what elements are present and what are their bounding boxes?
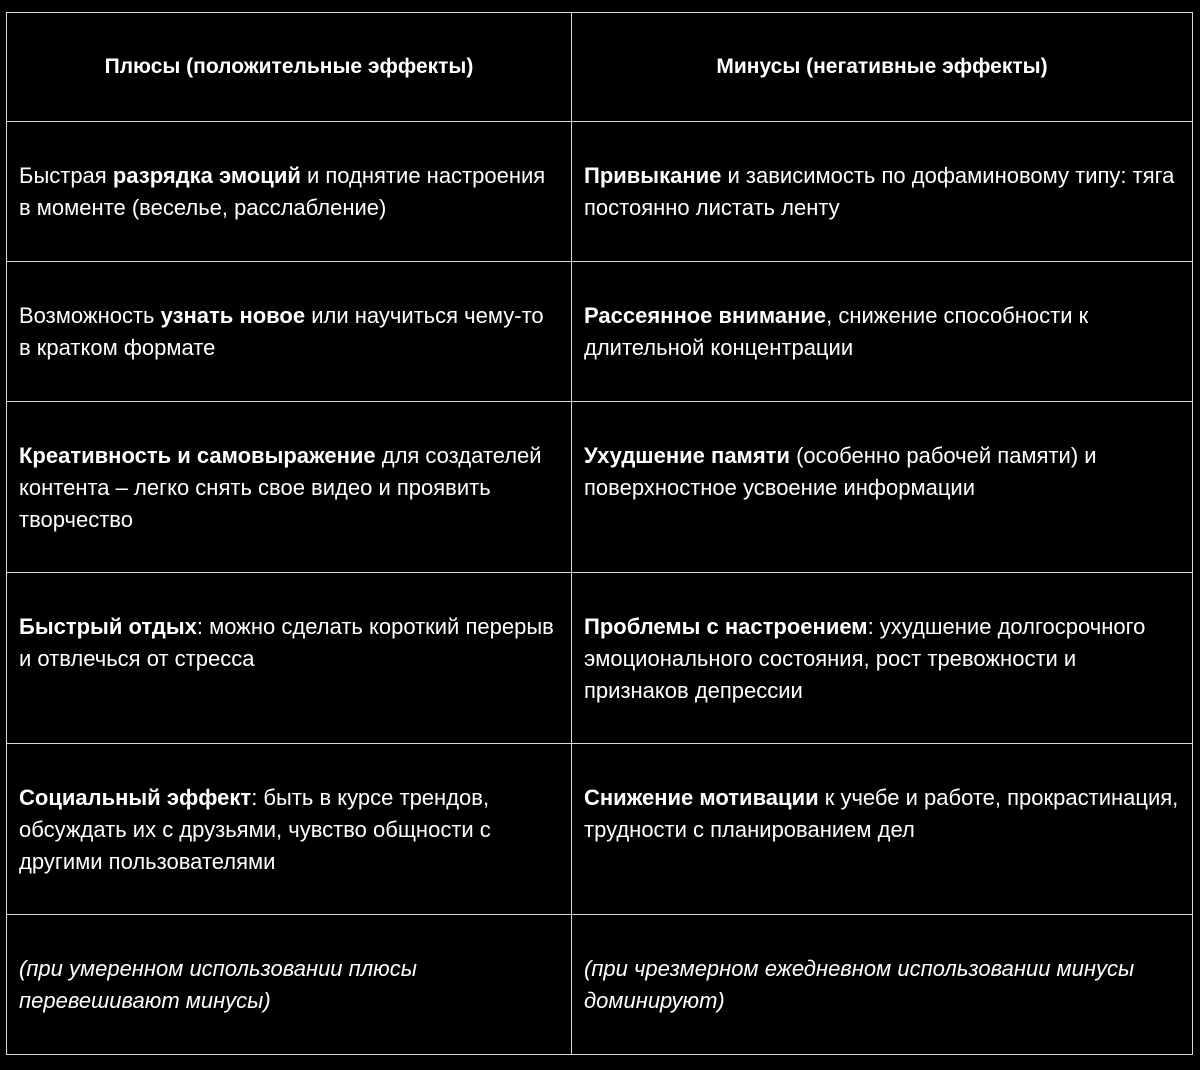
cons-note: (при чрезмерном ежедневном использовании минусы доминируют) <box>572 915 1193 1055</box>
table-row <box>7 122 1193 262</box>
pros-cell <box>7 122 572 262</box>
table-row <box>7 744 1193 915</box>
table-row <box>7 573 1193 744</box>
notes-row <box>7 915 1193 1055</box>
pros-note: (при умеренном использовании плюсы перевешивают минусы) <box>7 915 572 1055</box>
cell-text: : можно сделать короткий перерыв и отвлечься от стресса <box>19 614 554 671</box>
table-row <box>7 402 1193 573</box>
cell-text: и поднятие настроения в моменте (веселье, расслабление) <box>19 163 546 220</box>
cons-cell <box>572 744 1193 915</box>
cell-text: и зависимость по дофаминовому типу: тяга постоянно листать ленту <box>584 163 1175 220</box>
cons-cell <box>572 262 1193 402</box>
header-row <box>7 13 1193 122</box>
cell-text: : быть в курсе трендов, обсуждать их с друзьями, чувство общности с другими пользователями <box>19 785 491 874</box>
cell-text: : ухудшение долгосрочного эмоционального состояния, рост тревожности и признаков депрессии <box>584 614 1146 703</box>
header-cons: Минусы (негативные эффекты) <box>572 13 1193 122</box>
cell-strong-text: Привыкание <box>584 163 722 188</box>
cell-strong-text: Ухудшение памяти <box>584 443 790 468</box>
cell-strong-text: разрядка эмоций <box>112 163 301 188</box>
cell-strong-text: Социальный эффект <box>19 785 252 810</box>
pros-cell <box>7 573 572 744</box>
pros-cell <box>7 744 572 915</box>
cons-cell <box>572 122 1193 262</box>
pros-cons-table <box>6 12 1193 1055</box>
cons-cell <box>572 573 1193 744</box>
cell-text: , снижение способности к длительной концентрации <box>584 303 1089 360</box>
cell-strong-text: узнать новое <box>160 303 306 328</box>
cell-strong-text: Снижение мотивации <box>584 785 819 810</box>
table-row <box>7 262 1193 402</box>
cell-text: Быстрая <box>19 163 113 188</box>
cons-cell <box>572 402 1193 573</box>
cell-strong-text: Быстрый отдых <box>19 614 197 639</box>
cell-strong-text: Проблемы с настроением <box>584 614 868 639</box>
cell-strong-text: Рассеянное внимание <box>584 303 827 328</box>
header-pros: Плюсы (положительные эффекты) <box>7 13 572 122</box>
cell-text: к учебе и работе, прокрастинация, трудности с планированием дел <box>584 785 1179 842</box>
cell-strong-text: Креативность и самовыражение <box>19 443 376 468</box>
cell-text: Возможность <box>19 303 161 328</box>
cell-text: или научиться чему-то в кратком формате <box>19 303 544 360</box>
cell-text: для создателей контента – легко снять свое видео и проявить творчество <box>19 443 542 532</box>
cell-text: (особенно рабочей памяти) и поверхностное усвоение информации <box>584 443 1097 500</box>
pros-cell <box>7 402 572 573</box>
pros-cell <box>7 262 572 402</box>
